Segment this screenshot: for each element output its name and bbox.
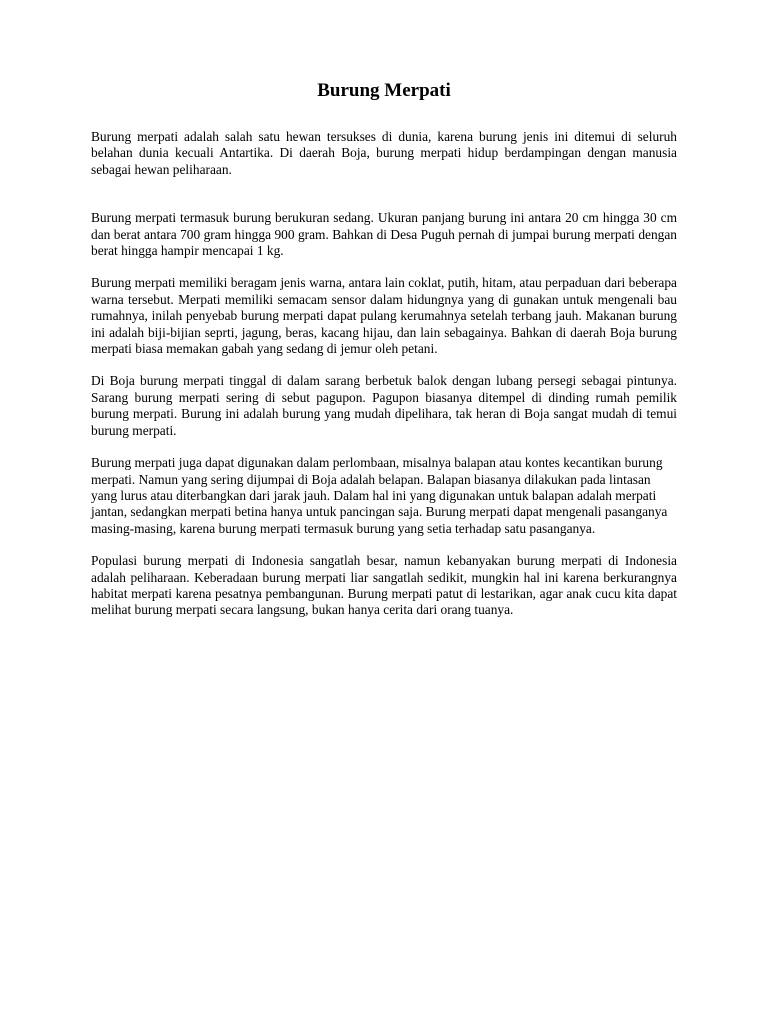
paragraph-6: Populasi burung merpati di Indonesia sangatlah besar, namun kebanyakan burung merpati di Indonesia adalah peliharaan. Keberadaan burung merpati liar sangatlah sedikit, mungkin hal ini karena berkurangnya habitat merpati karena pesatnya pembangunan. Burung merpati patut di lestarikan, agar anak cucu kita dapat melihat burung merpati secara langsung, bukan hanya cerita dari orang tuanya. bbox=[91, 553, 677, 618]
paragraph-4: Di Boja burung merpati tinggal di dalam sarang berbetuk balok dengan lubang persegi sebagai pintunya. Sarang burung merpati sering di sebut pagupon. Pagupon biasanya ditempel di dinding rumah pemilik burung merpati. Burung ini adalah burung yang mudah dipelihara, tak heran di Boja sangat mudah di temui burung merpati. bbox=[91, 373, 677, 438]
document-body bbox=[91, 129, 677, 619]
paragraph-5: Burung merpati juga dapat digunakan dalam perlombaan, misalnya balapan atau kontes kecantikan burung merpati. Namun yang sering dijumpai di Boja adalah belapan. Balapan biasanya dilakukan pada lintasan yang lurus atau diterbangkan dari jarak jauh. Dalam hal ini yang digunakan untuk balapan adalah merpati jantan, sedangkan merpati betina hanya untuk pancingan saja. Burung merpati dapat mengenali pasanganya masing-masing, karena burung merpati termasuk burung yang setia terhadap satu pasanganya. bbox=[91, 455, 668, 536]
paragraph-3: Burung merpati memiliki beragam jenis warna, antara lain coklat, putih, hitam, atau perpaduan dari beberapa warna tersebut. Merpati memiliki semacam sensor dalam hidungnya yang di gunakan untuk mengenali bau rumahnya, inilah penyebab burung merpati dapat pulang kerumahnya setelah terbang jauh. Makanan burung ini adalah biji-bijian seprti, jagung, beras, kacang hijau, dan lain sebagainya. Bahkan di daerah Boja burung merpati biasa memakan gabah yang sedang di jemur oleh petani. bbox=[91, 275, 677, 357]
document-title: Burung Merpati bbox=[317, 80, 451, 101]
paragraph-2: Burung merpati termasuk burung berukuran sedang. Ukuran panjang burung ini antara 20 cm hingga 30 cm dan berat antara 700 gram hingga 900 gram. Bahkan di Desa Puguh pernah di jumpai burung merpati dengan berat hingga hampir mencapai 1 kg. bbox=[91, 210, 677, 259]
paragraph-1: Burung merpati adalah salah satu hewan tersukses di dunia, karena burung jenis ini ditemui di seluruh belahan dunia kecuali Antartika. Di daerah Boja, burung merpati hidup berdampingan dengan manusia sebagai hewan peliharaan. bbox=[91, 129, 677, 177]
